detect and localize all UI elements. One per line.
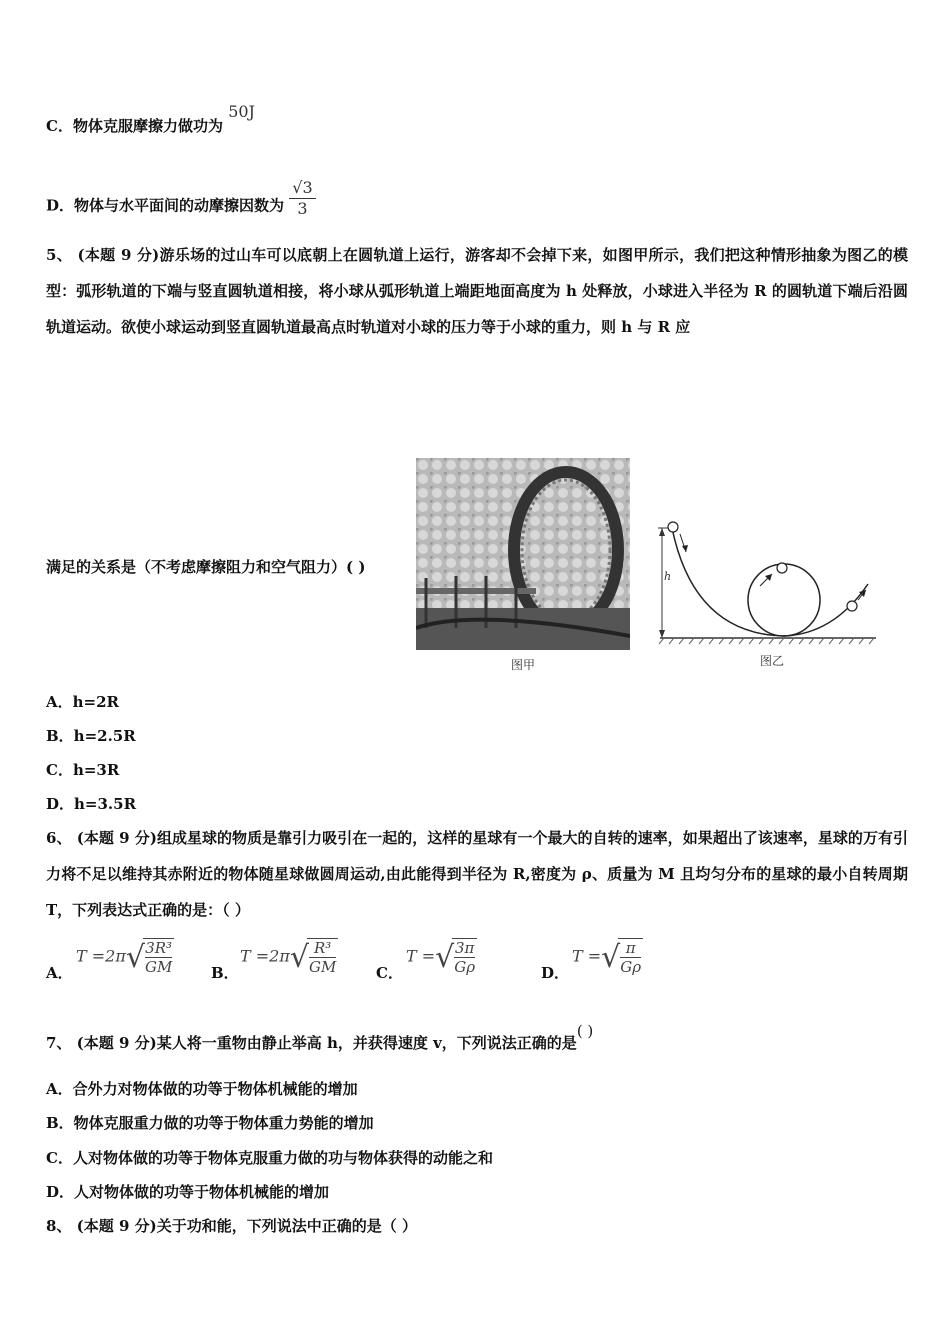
q7-stem (46, 1022, 594, 1053)
formula-lhs: T = (406, 946, 436, 966)
q7-option-b: B．物体克服重力做的功等于物体重力势能的增加 (46, 1114, 374, 1132)
q6-option-b-formula: T =2π√ $\frac{\text{R³}}{GM}$ (240, 939, 337, 976)
formula-lhs: T =2π (240, 946, 290, 966)
q8-stem: 8、 (本题 9 分)关于功和能，下列说法中正确的是（ ） (46, 1217, 417, 1235)
q7-option-a: A．合外力对物体做的功等于物体机械能的增加 (46, 1080, 358, 1098)
q6-option-b-label: B． (211, 964, 239, 982)
formula-lhs: T = (572, 946, 602, 966)
figure-a-caption: 图甲 (511, 658, 536, 672)
q6-option-c-label: C． (376, 964, 403, 982)
q5-option-a: A．h=2R (46, 693, 120, 711)
q5-stem: 5、 (本题 9 分)游乐场的过山车可以底朝上在圆轨道上运行，游客却不会掉下来，如图甲所示，我们把这种情形抽象为图乙的模型：弧形轨道的下端与竖直圆轨道相接，将小球从弧形轨道上端距地面高度为 h 处释放，小球进入半径为 R 的圆轨道下端后沿圆轨道运动。欲使小球运动到竖直圆轨道最高点时轨道对小球的压力等于小球的重力，则 h 与 R 应 (46, 246, 908, 336)
formula-denominator: Gρ (620, 958, 642, 976)
fraction-numerator: √3 (289, 178, 315, 199)
figure-b-h-label: h (664, 570, 672, 583)
q4-option-c (46, 102, 255, 136)
q6-option-a-label: A． (46, 964, 73, 982)
q4-option-d-fraction (289, 178, 315, 219)
formula-denominator: GM (308, 958, 337, 976)
q5-option-b: B．h=2.5R (46, 727, 136, 745)
q6-option-d-formula: T =√ $\frac{\pi}{G\rho}$ (572, 939, 642, 976)
q6-stem: 6、 (本题 9 分)组成星球的物质是靠引力吸引在一起的，这样的星球有一个最大的自转的速率，如果超出了该速率，星球的万有引力将不足以维持其赤附近的物体随星球做圆周运动,由此能得到半径为 R,密度为 ρ、质量为 M 且均匀分布的星球的最小自转周期 T，下列表达式正确的是：（ ） (46, 829, 908, 919)
q5-option-c: C．h=3R (46, 761, 120, 779)
formula-denominator: GM (144, 958, 173, 976)
q6-option-d-label: D． (541, 964, 570, 982)
q7-option-c: C．人对物体做的功等于物体克服重力做的功与物体获得的动能之和 (46, 1149, 493, 1167)
q4-option-d (46, 178, 316, 227)
figure-a-roller-coaster-photo (416, 458, 630, 650)
formula-denominator: Gρ (454, 958, 476, 976)
figure-b-caption: 图乙 (760, 654, 785, 668)
q6-option-c-formula: T =√ $\frac{3\pi}{G\rho}$ (406, 939, 476, 976)
figure-b-track-diagram (654, 514, 880, 648)
formula-numerator: R³ (309, 939, 336, 958)
fraction-denominator: 3 (297, 199, 308, 218)
q4-option-d-text: D．物体与水平面间的动摩擦因数为 (46, 196, 285, 215)
q7-answer-paren: ( ) (576, 1022, 594, 1040)
q7-stem-text: 7、 (本题 9 分)某人将一重物由静止举高 h，并获得速度 v，下列说法正确的是 (46, 1034, 577, 1052)
q5-stem-continued: 满足的关系是（不考虑摩擦阻力和空气阻力）( ) (46, 558, 366, 576)
q7-option-d: D．人对物体做的功等于物体机械能的增加 (46, 1183, 330, 1201)
formula-numerator: π (620, 939, 641, 958)
q4-option-c-text: C．物体克服摩擦力做功为 (46, 117, 223, 135)
q6-option-a-formula: T =2π√ $\frac{\text{3R³}}{GM}$ (76, 939, 173, 976)
formula-numerator: 3R³ (145, 939, 173, 957)
formula-lhs: T =2π (76, 946, 126, 966)
q4-option-c-value: 50J (228, 102, 255, 121)
q5-option-d: D．h=3.5R (46, 795, 137, 813)
formula-numerator: 3π (455, 939, 475, 957)
